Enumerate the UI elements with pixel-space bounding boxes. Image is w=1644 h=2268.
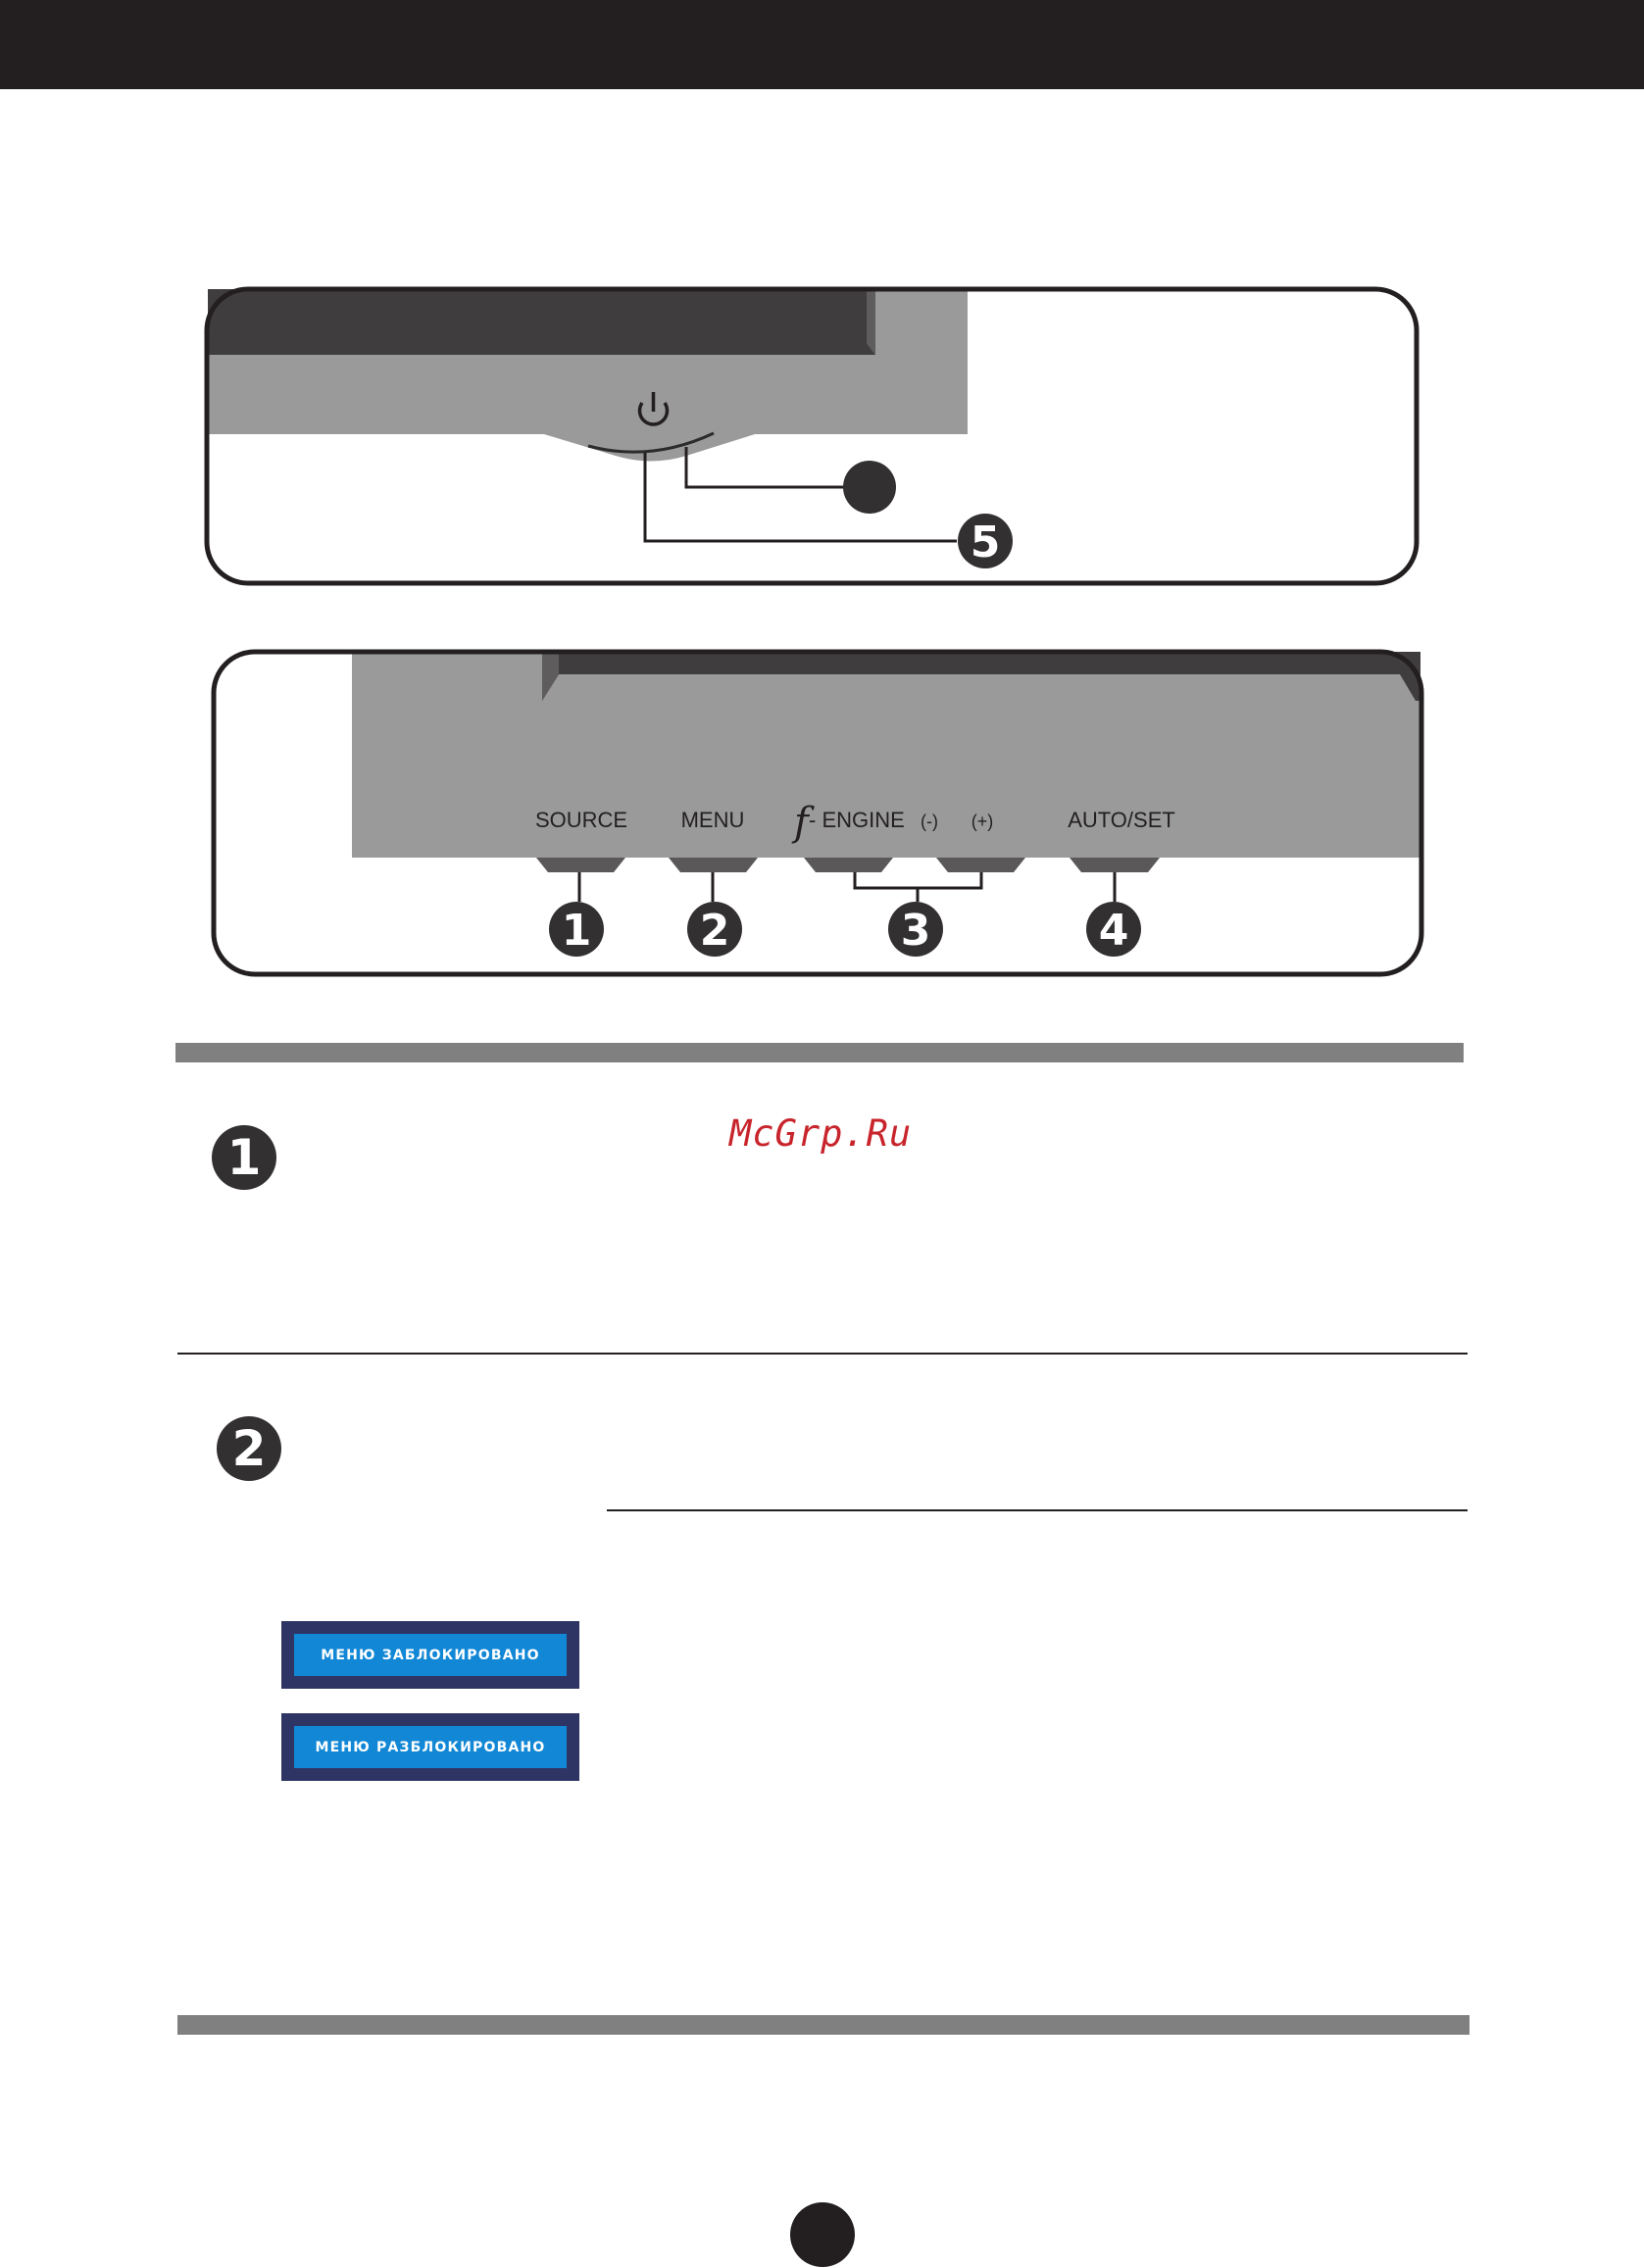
source-button[interactable] [536,858,625,872]
label-autoset: AUTO/SET [1068,808,1175,832]
label-menu: MENU [680,808,745,832]
callout-1-label: 1 [561,906,592,956]
section-2-number: 2 [217,1416,281,1481]
label-source: SOURCE [534,808,628,832]
callout-5-label: 5 [970,518,1001,567]
section-rule-top [175,1043,1464,1062]
section-rule-bottom [177,2015,1470,2035]
section-1-number: 1 [212,1125,276,1190]
osd-menu-locked [281,1621,579,1689]
label-engine: - ENGINE [809,808,905,832]
plus-button[interactable] [936,858,1025,872]
callout-3-label: 3 [900,906,931,956]
control-buttons-panel [0,0,1644,990]
minus-button[interactable] [804,858,893,872]
osd-menu-unlocked-text: МЕНЮ РАЗБЛОКИРОВАНО [294,1726,567,1768]
menu-button[interactable] [669,858,758,872]
osd-menu-locked-text: МЕНЮ ЗАБЛОКИРОВАНО [294,1634,567,1676]
watermark: McGrp.Ru [729,1112,913,1155]
label-f-glyph: f [794,800,809,845]
autoset-button[interactable] [1070,858,1160,872]
osd-menu-unlocked [281,1713,579,1781]
callout-2-label: 2 [699,906,730,956]
subsection-divider [607,1509,1468,1511]
page-number-dot [790,2202,855,2267]
label-minus: (-) [921,812,938,831]
label-plus: (+) [971,812,994,831]
callout-4-label: 4 [1098,906,1129,956]
section-divider [177,1353,1468,1355]
